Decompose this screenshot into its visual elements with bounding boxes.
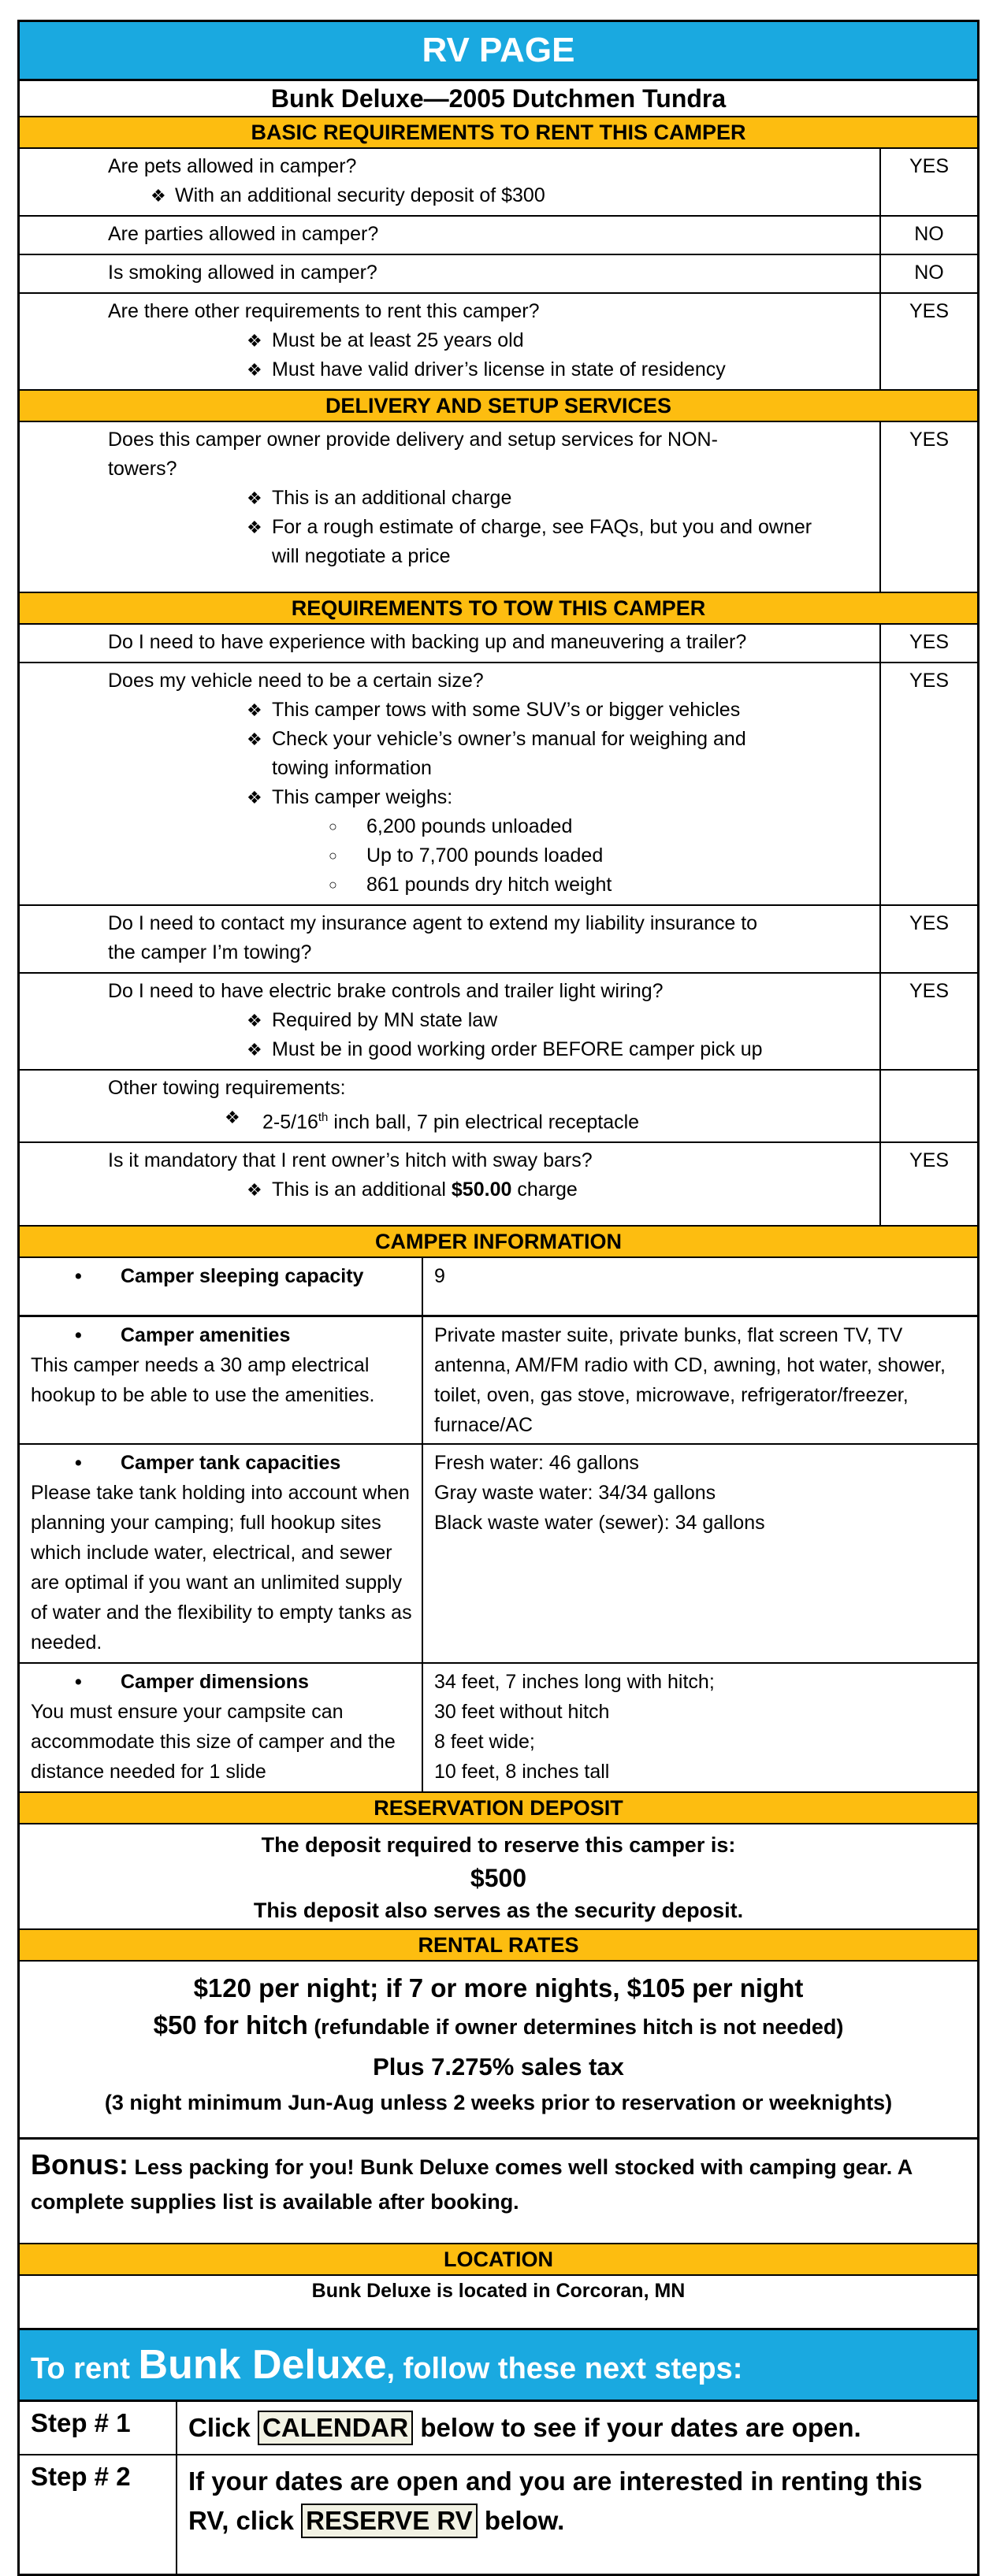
diamond-bullet-icon: ❖ xyxy=(247,1180,262,1201)
ball-receptacle-note: 2-5/16th inch ball, 7 pin electrical receptacle xyxy=(262,1111,640,1134)
step-1-label: Step # 1 xyxy=(20,2402,177,2454)
deposit-amount: $500 xyxy=(470,1864,527,1893)
circle-bullet-icon: ○ xyxy=(329,848,337,863)
diamond-bullet-icon: ❖ xyxy=(247,1040,262,1060)
other-requirements-answer: YES xyxy=(909,300,950,322)
black-water-value: Black waste water (sewer): 34 gallons xyxy=(434,1512,765,1535)
delivery-estimate-line1: For a rough estimate of charge, see FAQs, but you and owner xyxy=(272,516,812,538)
insurance-answer: YES xyxy=(909,912,950,934)
circle-bullet-icon: ○ xyxy=(329,877,337,893)
pets-detail: With an additional security deposit of $300 xyxy=(175,184,545,206)
step-2-text: If your dates are open and you are interested in renting this RV, click RESERVE RV below. xyxy=(177,2455,977,2574)
height-value: 10 feet, 8 inches tall xyxy=(434,1761,610,1784)
length-with-hitch: 34 feet, 7 inches long with hitch; xyxy=(434,1671,715,1694)
section-delivery: DELIVERY AND SETUP SERVICES xyxy=(20,389,977,422)
parties-question: Are parties allowed in camper? xyxy=(108,223,379,245)
rv-page xyxy=(17,20,980,2576)
section-location: LOCATION xyxy=(20,2243,977,2276)
hitch-rate: $50 for hitch (refundable if owner determines hitch is not needed) xyxy=(153,2010,844,2040)
amenities-value: Private master suite, private bunks, flat screen TV, TV antenna, AM/FM radio with CD, awning, hot water, shower, toilet, oven, gas stove, microwave, refrigerator/freezer, furnace/AC xyxy=(434,1324,946,1437)
delivery-row xyxy=(20,422,977,592)
tank-capacities-label: Camper tank capacities xyxy=(121,1452,341,1475)
other-towing-answer xyxy=(881,1071,977,1141)
sleeping-capacity-row xyxy=(20,1258,977,1317)
brakes-answer: YES xyxy=(909,980,950,1002)
parties-row xyxy=(20,217,977,255)
diamond-bullet-icon: ❖ xyxy=(247,360,262,380)
diamond-bullet-icon: ❖ xyxy=(247,788,262,807)
bullet-icon: • xyxy=(75,1265,82,1288)
amenities-description: This camper needs a 30 amp electrical hookup to be able to use the amenities. xyxy=(31,1354,375,1407)
delivery-question-line1: Does this camper owner provide delivery and setup services for NON- xyxy=(108,429,718,451)
brakes-order-note: Must be in good working order BEFORE camper pick up xyxy=(272,1038,763,1060)
other-towing-question: Other towing requirements: xyxy=(108,1077,346,1099)
section-camper-information: CAMPER INFORMATION xyxy=(20,1225,977,1258)
deposit-block xyxy=(20,1824,977,1928)
insurance-question-line2: the camper I’m towing? xyxy=(108,941,312,963)
delivery-question-line2: towers? xyxy=(108,458,177,480)
pets-answer: YES xyxy=(909,155,950,177)
deposit-note: This deposit also serves as the security deposit. xyxy=(253,1899,744,1923)
manual-note-line1: Check your vehicle’s owner’s manual for weighing and xyxy=(272,728,746,750)
experience-answer: YES xyxy=(909,631,950,653)
diamond-bullet-icon: ❖ xyxy=(247,518,262,537)
diamond-bullet-icon: ❖ xyxy=(247,729,262,749)
rates-block xyxy=(20,1962,977,2137)
length-without-hitch: 30 feet without hitch xyxy=(434,1701,610,1724)
section-rental-rates: RENTAL RATES xyxy=(20,1928,977,1962)
bullet-icon: • xyxy=(75,1452,82,1475)
reserve-rv-button[interactable]: RESERVE RV xyxy=(301,2504,478,2538)
tank-capacities-description: Please take tank holding into account when planning your camping; full hookup sites which include water, electrical, and sewer are optimal if you want an unlimited supply of water and the flexibility to empty tanks as needed. xyxy=(31,1482,412,1654)
next-steps-banner: To rent Bunk Deluxe, follow these next steps: xyxy=(20,2328,977,2402)
step-1-row xyxy=(20,2402,977,2455)
diamond-bullet-icon: ❖ xyxy=(247,331,262,351)
nightly-rate: $120 per night; if 7 or more nights, $105 per night xyxy=(193,1973,804,2003)
insurance-row xyxy=(20,906,977,974)
brakes-question: Do I need to have electric brake controls and trailer light wiring? xyxy=(108,980,664,1002)
deposit-intro: The deposit required to reserve this camper is: xyxy=(261,1833,736,1858)
hitch-row xyxy=(20,1143,977,1225)
delivery-charge-note: This is an additional charge xyxy=(272,487,512,509)
amenities-label: Camper amenities xyxy=(121,1324,291,1347)
other-requirements-question: Are there other requirements to rent this camper? xyxy=(108,300,540,322)
sleeping-capacity-label: Camper sleeping capacity xyxy=(121,1265,364,1288)
smoking-answer: NO xyxy=(914,262,944,284)
diamond-bullet-icon: ❖ xyxy=(225,1108,240,1127)
brakes-law-note: Required by MN state law xyxy=(272,1009,498,1031)
fresh-water-value: Fresh water: 46 gallons xyxy=(434,1452,639,1475)
circle-bullet-icon: ○ xyxy=(329,818,337,834)
section-tow-requirements: REQUIREMENTS TO TOW THIS CAMPER xyxy=(20,592,977,625)
diamond-bullet-icon: ❖ xyxy=(151,186,166,206)
dimensions-label: Camper dimensions xyxy=(121,1671,309,1694)
experience-row xyxy=(20,625,977,663)
amenities-row xyxy=(20,1317,977,1445)
weight-unloaded: 6,200 pounds unloaded xyxy=(366,815,573,837)
diamond-bullet-icon: ❖ xyxy=(247,700,262,720)
minimum-stay: (3 night minimum Jun-Aug unless 2 weeks prior to reservation or weeknights) xyxy=(104,2091,893,2115)
bullet-icon: • xyxy=(75,1324,82,1347)
calendar-button[interactable]: CALENDAR xyxy=(258,2411,413,2445)
hitch-question: Is it mandatory that I rent owner’s hitch with sway bars? xyxy=(108,1149,593,1172)
diamond-bullet-icon: ❖ xyxy=(247,1011,262,1030)
weight-heading: This camper weighs: xyxy=(272,786,453,808)
bullet-icon: • xyxy=(75,1671,82,1694)
sleeping-capacity-value: 9 xyxy=(434,1265,445,1288)
vehicle-size-question: Does my vehicle need to be a certain size? xyxy=(108,670,484,692)
tank-capacities-row xyxy=(20,1445,977,1664)
dimensions-description: You must ensure your campsite can accommodate this size of camper and the distance needed for 1 slide xyxy=(31,1701,396,1784)
bonus-label: Bonus: xyxy=(31,2148,128,2181)
weight-hitch: 861 pounds dry hitch weight xyxy=(366,874,612,896)
experience-question: Do I need to have experience with backing up and maneuvering a trailer? xyxy=(108,631,747,653)
license-requirement: Must have valid driver’s license in state of residency xyxy=(272,358,726,380)
smoking-question: Is smoking allowed in camper? xyxy=(108,262,377,284)
age-requirement: Must be at least 25 years old xyxy=(272,329,524,351)
width-value: 8 feet wide; xyxy=(434,1731,535,1754)
gray-water-value: Gray waste water: 34/34 gallons xyxy=(434,1482,716,1505)
pets-row xyxy=(20,149,977,217)
sales-tax: Plus 7.275% sales tax xyxy=(373,2053,624,2081)
step-2-label: Step # 2 xyxy=(20,2455,177,2574)
brakes-row xyxy=(20,974,977,1071)
delivery-answer: YES xyxy=(909,429,950,451)
bonus-text: Less packing for you! Bunk Deluxe comes well stocked with camping gear. A complete supplies list is available after booking. xyxy=(31,2155,913,2214)
hitch-charge-note: This is an additional $50.00 charge xyxy=(272,1179,578,1201)
vehicle-size-answer: YES xyxy=(909,670,950,692)
weight-loaded: Up to 7,700 pounds loaded xyxy=(366,844,604,867)
pets-question: Are pets allowed in camper? xyxy=(108,155,357,177)
bonus-block xyxy=(20,2137,977,2243)
smoking-row xyxy=(20,255,977,294)
other-requirements-row xyxy=(20,294,977,389)
page-title: RV PAGE xyxy=(20,22,977,81)
location-text: Bunk Deluxe is located in Corcoran, MN xyxy=(311,2280,686,2303)
camper-name: Bunk Deluxe—2005 Dutchmen Tundra xyxy=(20,81,977,117)
insurance-question-line1: Do I need to contact my insurance agent to extend my liability insurance to xyxy=(108,912,758,934)
dimensions-row xyxy=(20,1664,977,1791)
vehicle-size-row xyxy=(20,663,977,906)
diamond-bullet-icon: ❖ xyxy=(247,488,262,508)
other-towing-row xyxy=(20,1071,977,1143)
section-reservation-deposit: RESERVATION DEPOSIT xyxy=(20,1791,977,1824)
delivery-estimate-line2: will negotiate a price xyxy=(272,545,451,567)
hitch-answer: YES xyxy=(909,1149,950,1172)
step-2-row xyxy=(20,2455,977,2574)
section-basic-requirements: BASIC REQUIREMENTS TO RENT THIS CAMPER xyxy=(20,117,977,149)
manual-note-line2: towing information xyxy=(272,757,432,779)
parties-answer: NO xyxy=(914,223,944,245)
step-1-text: Click CALENDAR below to see if your dates are open. xyxy=(177,2402,977,2454)
tow-vehicle-note: This camper tows with some SUV’s or bigger vehicles xyxy=(272,699,741,721)
